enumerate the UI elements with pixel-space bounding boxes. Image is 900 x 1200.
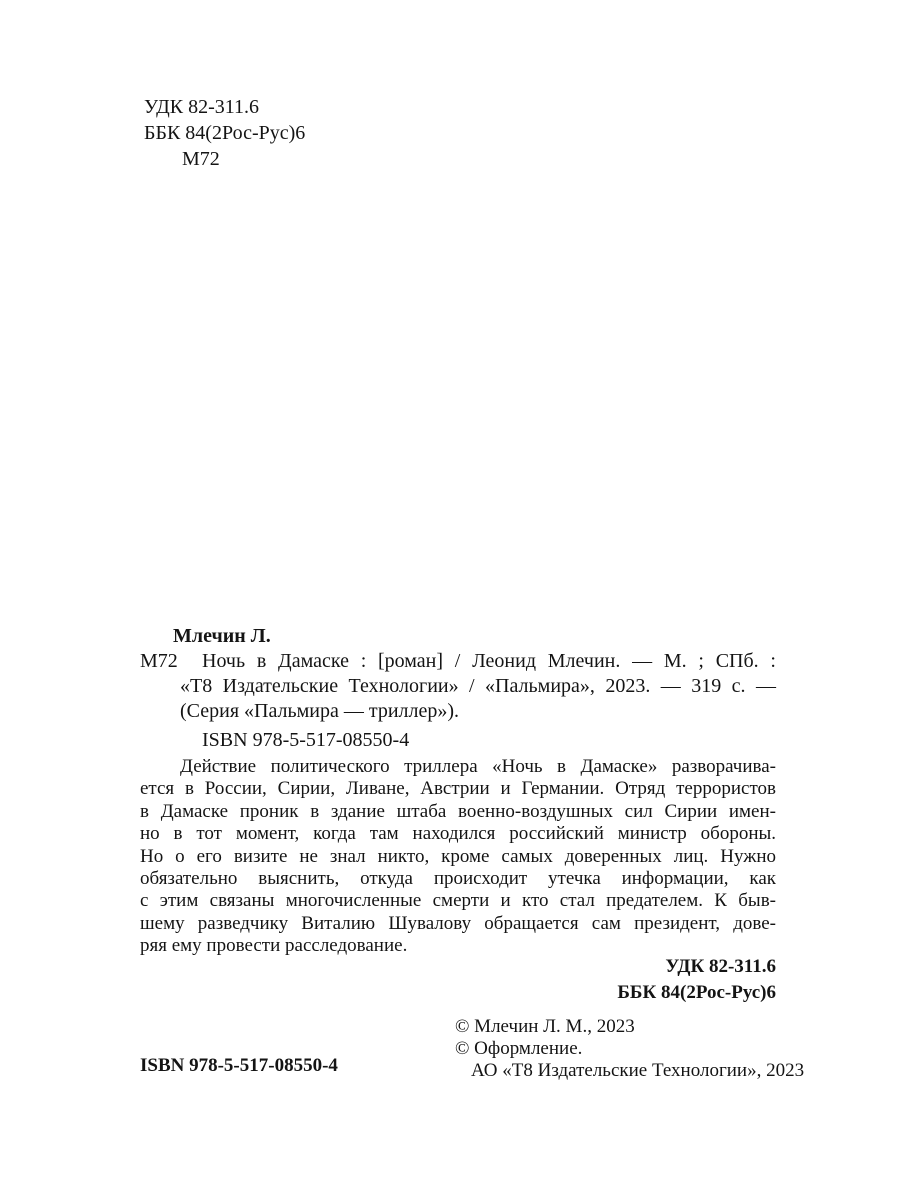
annotation-line: ется в России, Сирии, Ливане, Австрии и Германии. Отряд террористов bbox=[140, 778, 776, 800]
annotation-line: но в тот момент, когда там находился российский министр обороны. bbox=[140, 823, 776, 845]
annotation-line: с этим связаны многочисленные смерти и кто стал предателем. К быв- bbox=[140, 890, 776, 912]
bibliographic-record bbox=[140, 624, 776, 753]
copyright-author: © Млечин Л. М., 2023 bbox=[455, 1016, 635, 1037]
bib-author: Млечин Л. bbox=[173, 625, 271, 647]
annotation-line: ряя ему провести расследование. bbox=[140, 935, 408, 957]
udk-code: УДК 82-311.6 bbox=[144, 96, 260, 118]
bib-line: «Т8 Издательские Технологии» / «Пальмира», 2023. — 319 с. — bbox=[180, 675, 776, 697]
isbn-record: ISBN 978-5-517-08550-4 bbox=[202, 729, 410, 751]
annotation-line: Действие политического триллера «Ночь в Дамаске» разворачива- bbox=[180, 756, 776, 777]
annotation-paragraph bbox=[140, 756, 776, 958]
annotation-line: шему разведчику Виталию Шувалову обращается сам президент, дове- bbox=[140, 912, 776, 934]
bbk-code: ББК 84(2Рос-Рус)6 bbox=[144, 122, 306, 144]
top-classification-codes bbox=[144, 94, 305, 172]
bib-author-code: М72 bbox=[140, 650, 178, 672]
udk-code-bottom: УДК 82-311.6 bbox=[665, 956, 776, 977]
isbn-bottom: ISBN 978-5-517-08550-4 bbox=[140, 1055, 338, 1076]
annotation-line: в Дамаске проник в здание штаба военно-воздушных сил Сирии имен- bbox=[140, 800, 776, 822]
copyright-publisher: АО «Т8 Издательские Технологии», 2023 bbox=[471, 1060, 805, 1081]
bib-line: (Серия «Пальмира — триллер»). bbox=[180, 700, 460, 722]
author-sign-code: М72 bbox=[182, 148, 220, 170]
bib-line bbox=[140, 649, 776, 674]
bib-line-text: Ночь в Дамаске : [роман] / Леонид Млечин. — М. ; СПб. : bbox=[202, 650, 776, 672]
annotation-line: обязательно выяснить, откуда происходит утечка информации, как bbox=[140, 868, 776, 890]
copyright-block bbox=[455, 1016, 804, 1082]
copyright-design: © Оформление. bbox=[455, 1038, 583, 1059]
bottom-classification-codes bbox=[140, 954, 776, 1006]
annotation-line: Но о его визите не знал никто, кроме самых доверенных лиц. Нужно bbox=[140, 845, 776, 867]
bbk-code-bottom: ББК 84(2Рос-Рус)6 bbox=[617, 982, 776, 1003]
